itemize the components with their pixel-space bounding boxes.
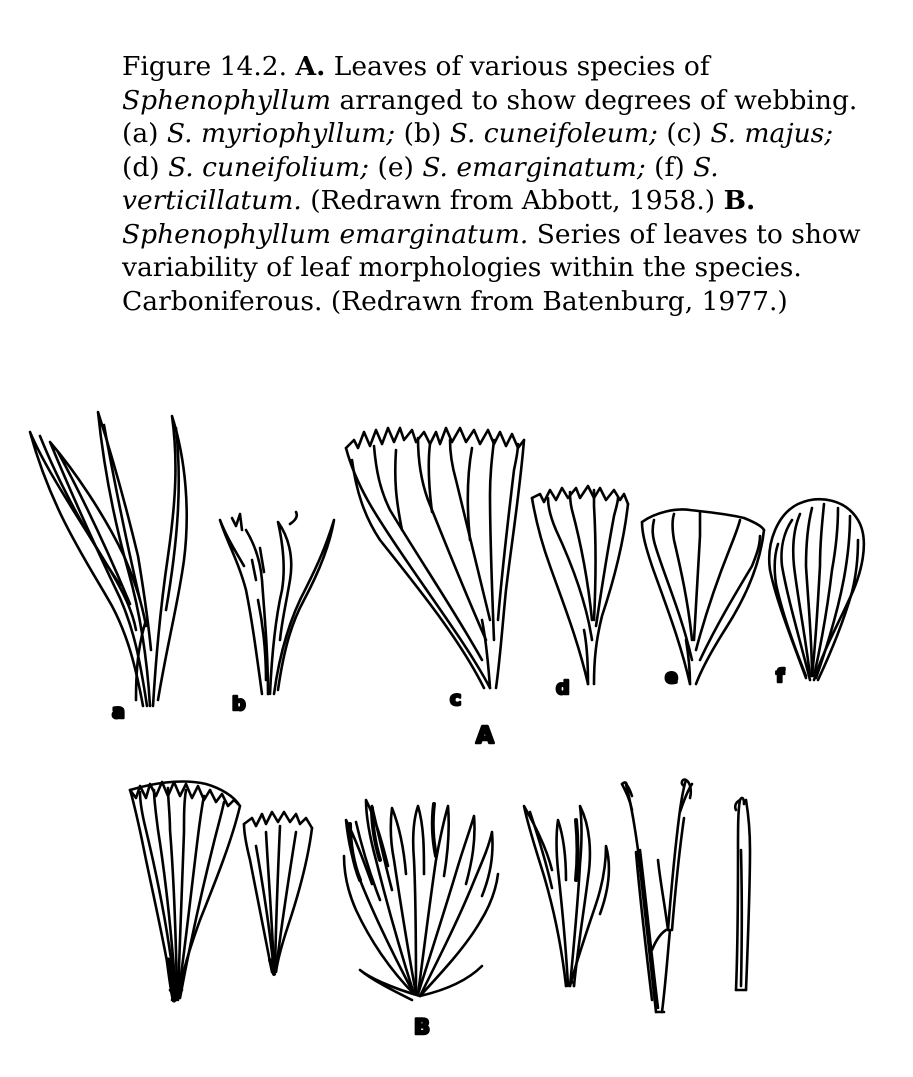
label-leaf-b: b (232, 693, 246, 715)
leaf-d-drawing (532, 486, 628, 684)
leaf-f-drawing (769, 499, 864, 680)
caption-text: (Redrawn from Abbott, 1958.) (301, 185, 724, 216)
caption-text: verticillatum. (122, 185, 302, 216)
leaf-b6-drawing (735, 798, 750, 990)
leaf-e-drawing (642, 510, 764, 685)
caption-text: S. cuneifolium; (168, 151, 370, 183)
leaf-a-drawing (30, 412, 187, 706)
caption-text: A. (295, 51, 326, 82)
caption-text: Sphenophyllum emarginatum. (122, 218, 529, 250)
caption-text: Sphenophyllum (122, 84, 332, 116)
leaf-b1-drawing (130, 782, 240, 1000)
label-leaf-e: e (665, 666, 678, 688)
label-leaf-a: a (112, 701, 125, 723)
label-leaf-d: d (556, 677, 570, 699)
caption-text: (f) (645, 151, 694, 183)
caption-text: (b) (395, 118, 450, 149)
leaf-b5-drawing (622, 780, 692, 1012)
leaf-b3-drawing (344, 800, 498, 1000)
caption-text: variability of leaf morphologies within the species. (122, 252, 802, 283)
caption-text: S. cuneifoleum; (449, 118, 658, 149)
leaf-b-drawing (220, 512, 334, 694)
caption-text: Series of leaves to show (528, 218, 861, 250)
caption-text: Leaves of various species of (325, 51, 710, 82)
panel-a-label: A (476, 723, 494, 749)
panel-b-label: B (414, 1015, 431, 1039)
caption-text: S. (693, 151, 719, 183)
label-leaf-c: c (450, 688, 462, 710)
leaf-b2-drawing (244, 812, 312, 974)
caption-text: S. majus; (710, 118, 834, 149)
caption-text: arranged to show degrees of webbing. (331, 84, 858, 116)
caption-text: S. myriophyllum; (166, 118, 396, 149)
caption-text: Figure 14.2. (122, 51, 296, 82)
caption-text: (e) (369, 151, 423, 183)
caption-text: (d) (122, 151, 169, 183)
leaf-b4-drawing (524, 806, 609, 986)
caption-text: (a) (122, 118, 167, 149)
caption-text: Carboniferous. (Redrawn from Batenburg, 1977.) (122, 285, 788, 317)
leaf-c-drawing (346, 428, 524, 688)
label-leaf-f: f (776, 665, 785, 687)
caption-text: (c) (658, 118, 711, 149)
caption-text: S. emarginatum; (422, 151, 646, 183)
caption-text: B. (723, 185, 756, 216)
